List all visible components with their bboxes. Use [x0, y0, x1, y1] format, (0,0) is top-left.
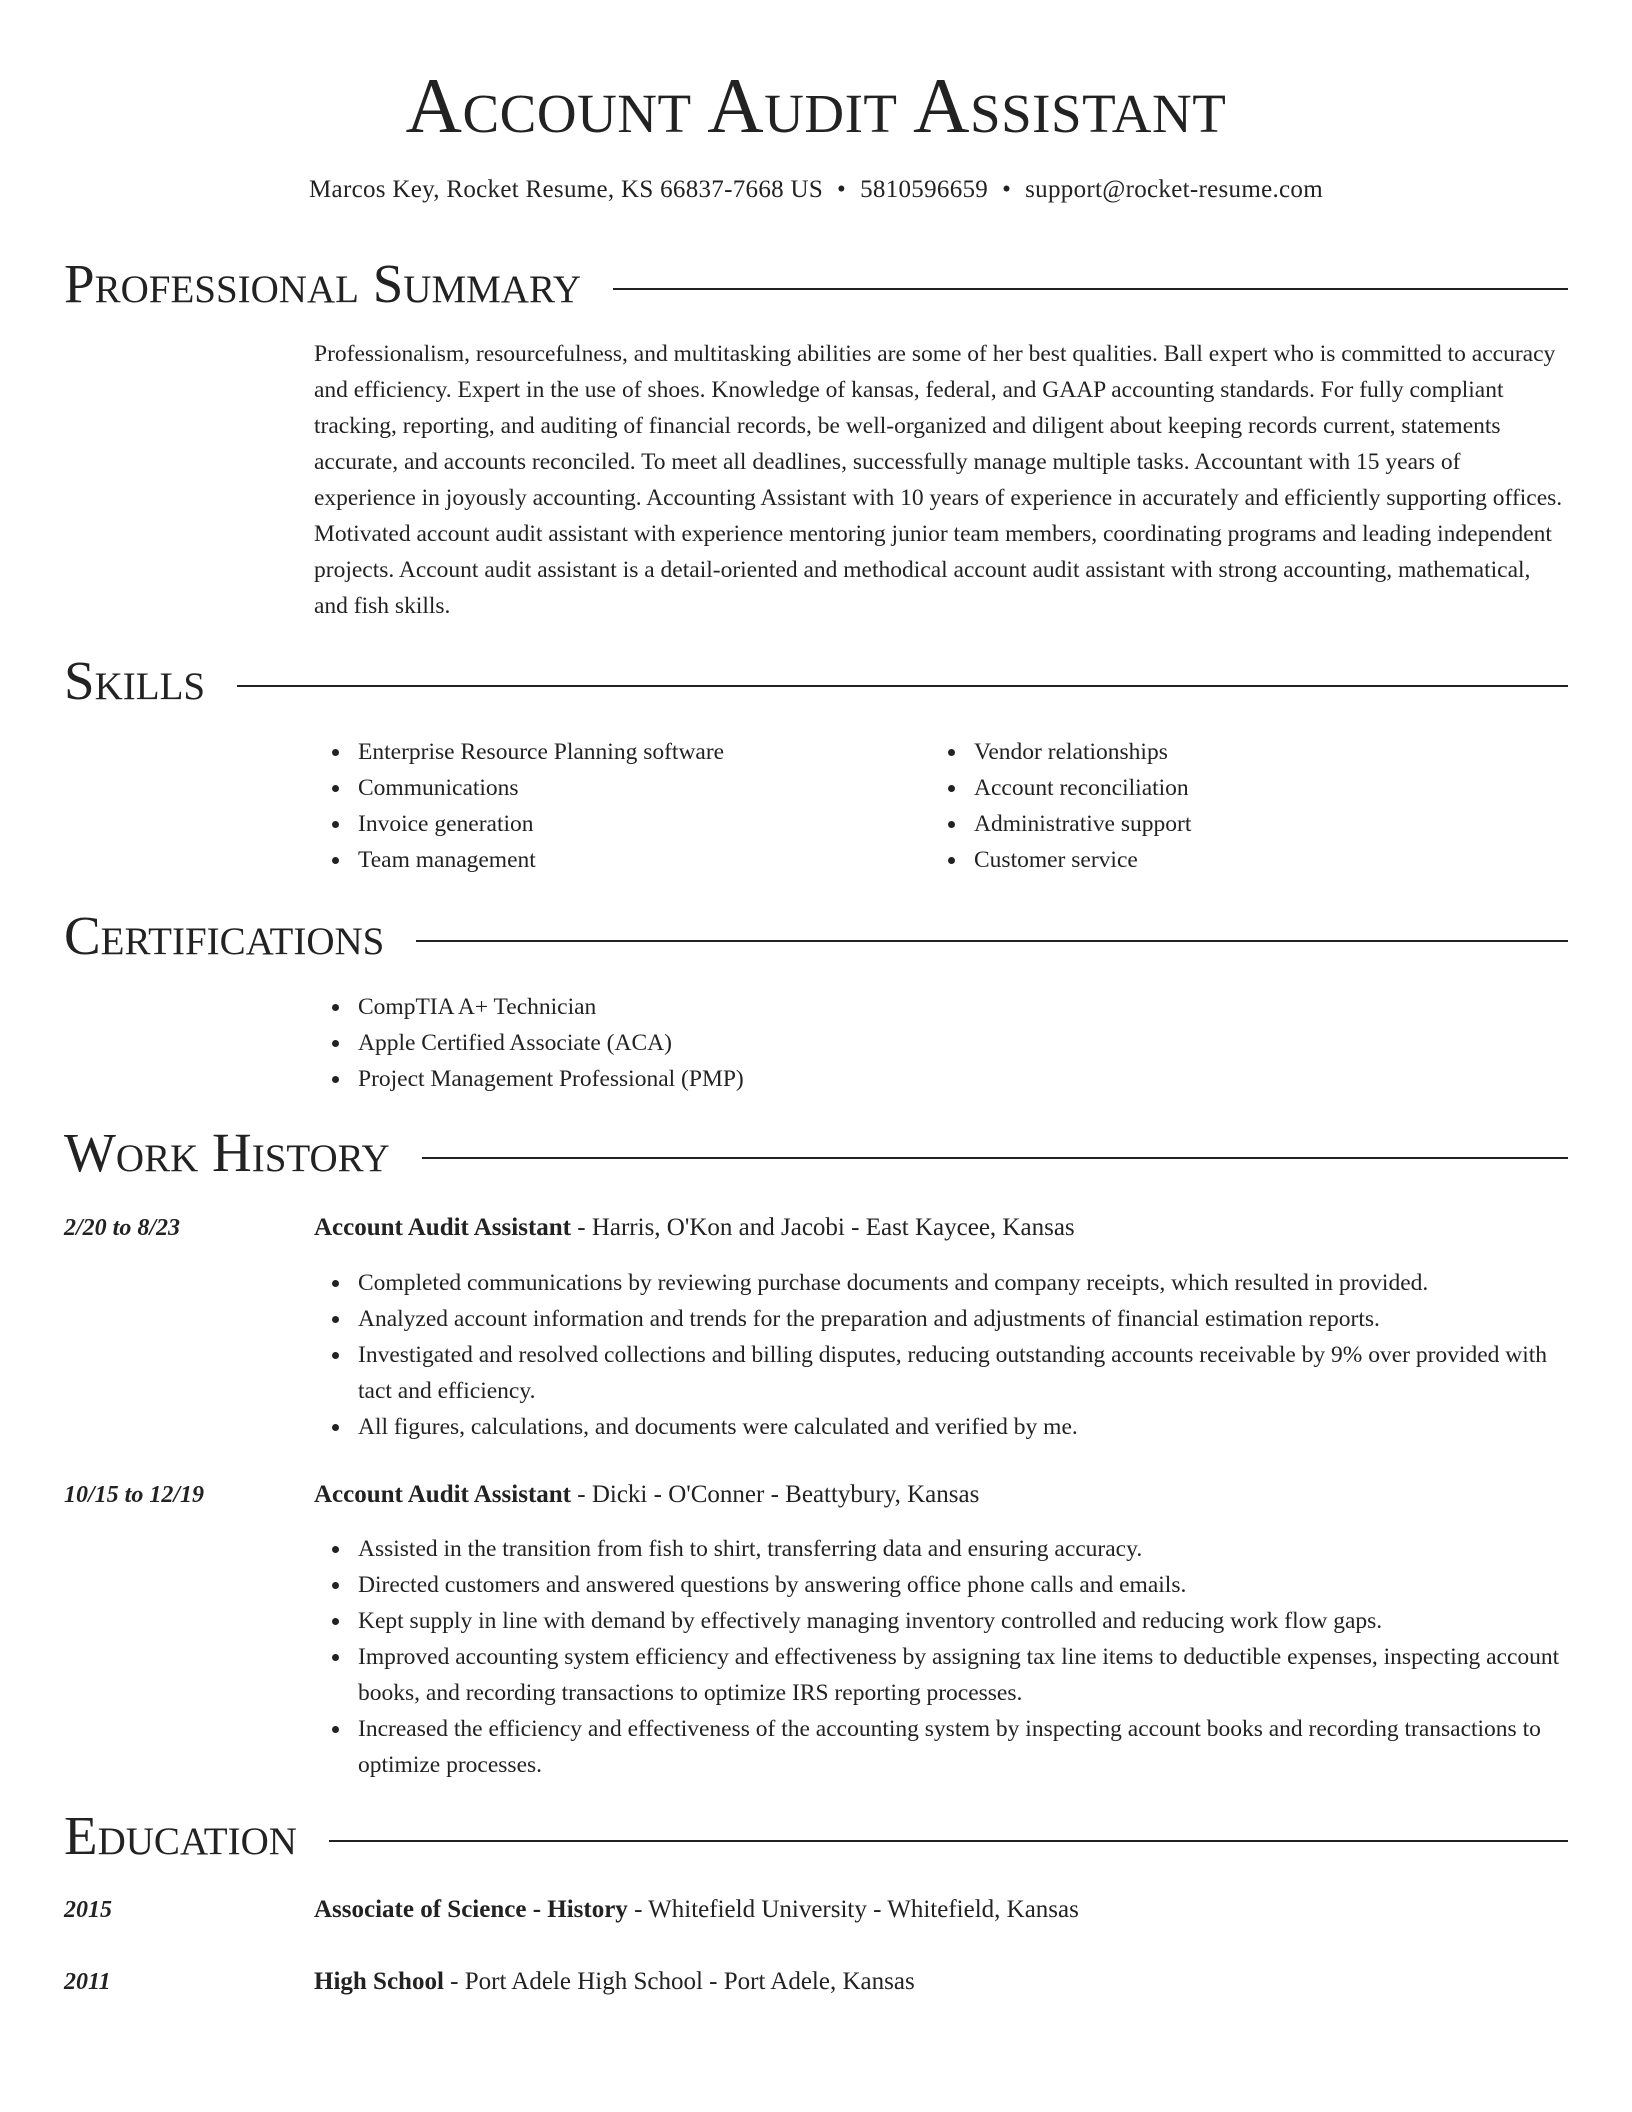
work-section-title: Work History	[64, 1122, 390, 1183]
work-section-header	[64, 1122, 1568, 1184]
section-divider	[237, 685, 1568, 687]
job-role: Account Audit Assistant	[314, 1481, 571, 1508]
job-bullet: Improved accounting system efficiency and effectiveness by assigning tax line items to deductible expenses, inspecting account books, and recording transactions to optimize IRS reporting processes.	[358, 1639, 1568, 1711]
education-degree: Associate of Science - History	[314, 1896, 628, 1923]
summary-section-body	[314, 336, 1568, 624]
job-bullet: Completed communications by reviewing purchase documents and company receipts, which resulted in provided.	[358, 1265, 1568, 1301]
skills-section-header	[64, 650, 1568, 712]
job-bullets	[314, 1531, 1568, 1783]
contact-phone: 5810596659	[860, 176, 989, 203]
skills-section-body	[314, 734, 1568, 878]
job-bullet: All figures, calculations, and documents were calculated and verified by me.	[358, 1409, 1568, 1445]
summary-section-header	[64, 253, 1568, 315]
skill-item: Enterprise Resource Planning software	[358, 734, 930, 770]
skill-item: Communications	[358, 770, 930, 806]
skill-item: Customer service	[974, 842, 1546, 878]
education-school-location: - Whitefield University - Whitefield, Kansas	[627, 1896, 1079, 1923]
skill-item: Administrative support	[974, 806, 1546, 842]
summary-text: Professionalism, resourcefulness, and multitasking abilities are some of her best qualities. Ball expert who is committed to accuracy and efficiency. Expert in the use of shoes. Knowledge of kansas, federal, and GAAP accounting standards. For fully compliant tracking, reporting, and auditing of financial records, be well-organized and diligent about keeping records current, statements accurate, and accounts reconciled. To meet all deadlines, successfully manage multiple tasks. Accountant with 15 years of experience in joyously accounting. Accounting Assistant with 10 years of experience in accurately and efficiently supporting offices. Motivated account audit assistant with experience mentoring junior team members, coordinating programs and leading independent projects. Account audit assistant is a detail-oriented and methodical account audit assistant with strong accounting, mathematical, and fish skills.	[314, 341, 1563, 619]
certifications-section-title: Certifications	[64, 905, 385, 966]
education-year: 2015	[64, 1897, 112, 1923]
section-divider	[613, 288, 1568, 290]
job-title-line	[314, 1479, 1568, 1511]
contact-address: Marcos Key, Rocket Resume, KS 66837-7668 US	[309, 176, 824, 203]
job-bullet: Investigated and resolved collections and billing disputes, reducing outstanding accounts receivable by 9% over provided with tact and efficiency.	[358, 1337, 1568, 1409]
skill-item: Team management	[358, 842, 930, 878]
job-role: Account Audit Assistant	[314, 1214, 571, 1241]
job-bullet: Analyzed account information and trends for the preparation and adjustments of financial estimation reports.	[358, 1301, 1568, 1337]
skills-column-right	[930, 734, 1546, 878]
contact-line	[0, 174, 1632, 206]
education-school-location: - Port Adele High School - Port Adele, Kansas	[443, 1968, 915, 1995]
skill-item: Account reconciliation	[974, 770, 1546, 806]
job-employer-location: - Dicki - O'Conner - Beattybury, Kansas	[571, 1481, 980, 1508]
section-divider	[416, 940, 1568, 942]
certification-item: Project Management Professional (PMP)	[358, 1061, 1568, 1097]
education-degree: High School	[314, 1968, 444, 1995]
education-line	[314, 1894, 1568, 1926]
skill-item: Vendor relationships	[974, 734, 1546, 770]
education-section-header	[64, 1805, 1568, 1867]
section-divider	[422, 1157, 1568, 1159]
contact-email: support@rocket-resume.com	[1025, 176, 1323, 203]
skills-column-left	[314, 734, 930, 878]
education-section-title: Education	[64, 1805, 297, 1866]
certifications-section-body	[314, 989, 1568, 1097]
skills-grid	[314, 734, 1568, 878]
certifications-section-header	[64, 905, 1568, 967]
job-dates: 10/15 to 12/19	[64, 1482, 205, 1508]
certification-item: Apple Certified Associate (ACA)	[358, 1025, 1568, 1061]
job-bullets	[314, 1265, 1568, 1445]
job-bullet: Directed customers and answered questions by answering office phone calls and emails.	[358, 1567, 1568, 1603]
job-title-line	[314, 1212, 1568, 1244]
education-line	[314, 1966, 1568, 1998]
job-employer-location: - Harris, O'Kon and Jacobi - East Kaycee, Kansas	[571, 1214, 1075, 1241]
education-year: 2011	[64, 1969, 111, 1995]
resume-name-heading: Account Audit Assistant	[405, 62, 1227, 149]
skill-item: Invoice generation	[358, 806, 930, 842]
section-divider	[329, 1840, 1568, 1842]
summary-section-title: Professional Summary	[64, 253, 582, 314]
certification-item: CompTIA A+ Technician	[358, 989, 1568, 1025]
contact-separator: •	[1002, 176, 1012, 203]
job-bullet: Assisted in the transition from fish to shirt, transferring data and ensuring accuracy.	[358, 1531, 1568, 1567]
skills-section-title: Skills	[64, 650, 206, 711]
contact-separator: •	[837, 176, 847, 203]
job-bullet: Increased the efficiency and effectiveness of the accounting system by inspecting account books and recording transactions to optimize processes.	[358, 1711, 1568, 1783]
job-bullet: Kept supply in line with demand by effectively managing inventory controlled and reducing work flow gaps.	[358, 1603, 1568, 1639]
job-dates: 2/20 to 8/23	[64, 1215, 181, 1241]
